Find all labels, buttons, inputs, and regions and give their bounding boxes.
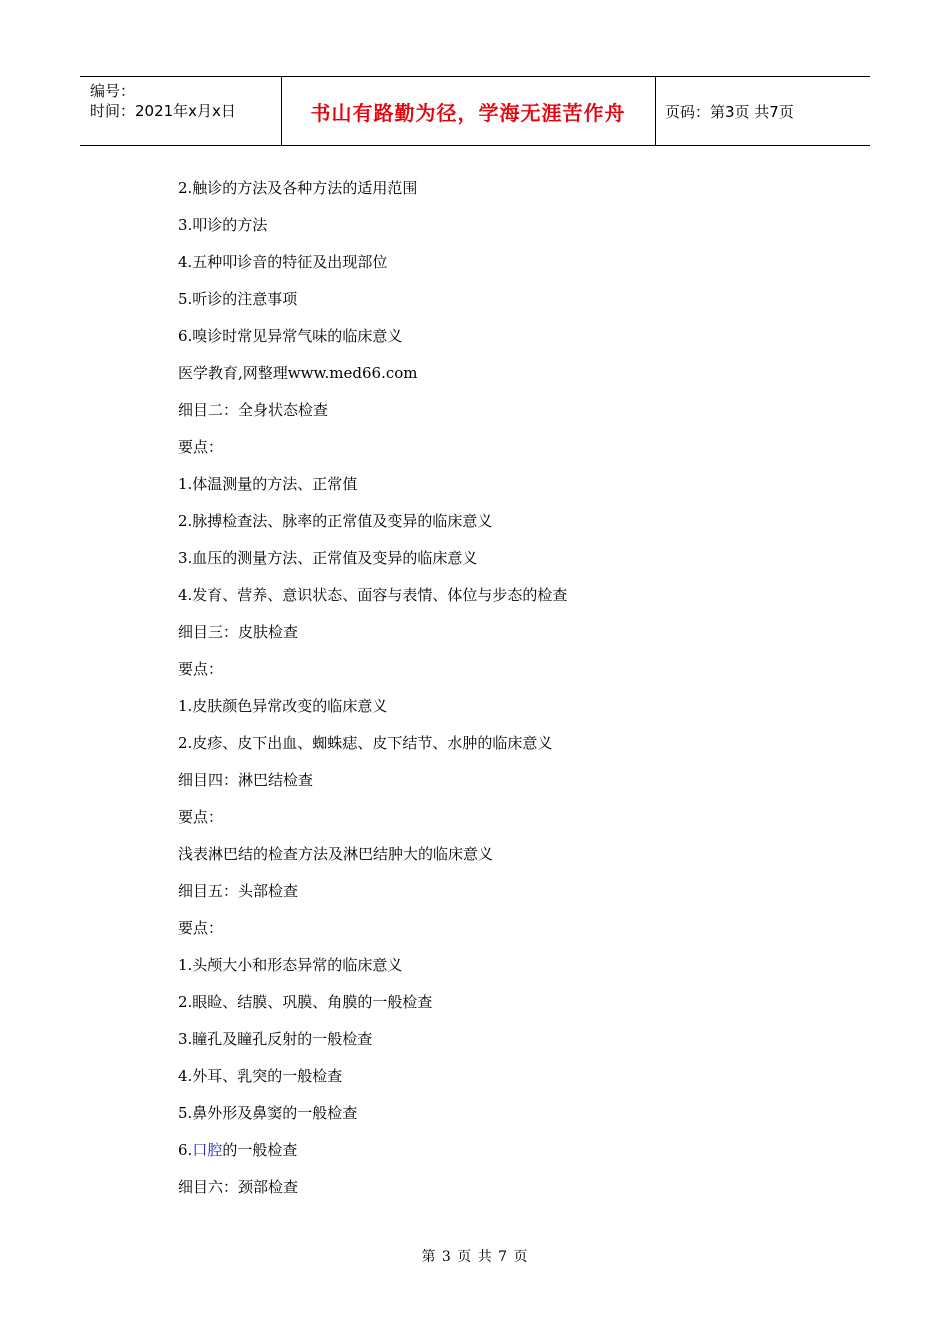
- body-line: 4.五种叩诊音的特征及出现部位: [178, 253, 388, 271]
- section-heading: 细目五：头部检查: [178, 882, 299, 900]
- oral-cavity-link[interactable]: 口腔: [192, 1141, 223, 1159]
- section-heading: 细目四：淋巴结检查: [178, 771, 314, 789]
- section-heading: 细目六：颈部检查: [178, 1178, 299, 1196]
- page-header: [80, 76, 870, 146]
- body-line: 1.皮肤颜色异常改变的临床意义: [178, 697, 388, 715]
- header-meta: [90, 81, 280, 121]
- body-line: 2.脉搏检查法、脉率的正常值及变异的临床意义: [178, 512, 493, 530]
- page-footer: 第 3 页 共 7 页: [421, 1249, 529, 1265]
- body-line: 4.外耳、乳突的一般检查: [178, 1067, 343, 1085]
- key-points-label: 要点：: [178, 660, 224, 678]
- header-divider: [655, 77, 656, 145]
- body-line: 3.血压的测量方法、正常值及变异的临床意义: [178, 549, 478, 567]
- key-points-label: 要点：: [178, 919, 224, 937]
- body-line: 5.鼻外形及鼻窦的一般检查: [178, 1104, 358, 1122]
- body-line: 4.发育、营养、意识状态、面容与表情、体位与步态的检查: [178, 586, 568, 604]
- oral-prefix: 6.: [178, 1141, 193, 1159]
- body-line: 2.眼睑、结膜、巩膜、角膜的一般检查: [178, 993, 433, 1011]
- section-heading: 细目三：皮肤检查: [178, 623, 299, 641]
- oral-suffix: 的一般检查: [222, 1141, 298, 1159]
- header-motto: 书山有路勤为径，学海无涯苦作舟: [310, 100, 626, 125]
- body-line-oral: [178, 1132, 818, 1169]
- header-number-label: 编号：: [90, 82, 136, 100]
- body-line: 5.听诊的注意事项: [178, 290, 298, 308]
- body-line: 浅表淋巴结的检查方法及淋巴结肿大的临床意义: [178, 845, 494, 863]
- key-points-label: 要点：: [178, 808, 224, 826]
- section-heading: 细目二：全身状态检查: [178, 401, 329, 419]
- key-points-label: 要点：: [178, 438, 224, 456]
- body-line: 3.叩诊的方法: [178, 216, 268, 234]
- header-page-info: 页码：第3页 共7页: [665, 102, 794, 121]
- document-body: [178, 170, 818, 1206]
- body-line: 1.头颅大小和形态异常的临床意义: [178, 956, 403, 974]
- header-time-label: 时间：2021年x月x日: [90, 102, 236, 120]
- body-line: 6.嗅诊时常见异常气味的临床意义: [178, 327, 403, 345]
- body-line: 3.瞳孔及瞳孔反射的一般检查: [178, 1030, 373, 1048]
- body-line: 1.体温测量的方法、正常值: [178, 475, 358, 493]
- body-line: 医学教育,网整理www.med66.com: [178, 364, 418, 382]
- body-line: 2.触诊的方法及各种方法的适用范围: [178, 179, 418, 197]
- body-line: 2.皮疹、皮下出血、蜘蛛痣、皮下结节、水肿的临床意义: [178, 734, 553, 752]
